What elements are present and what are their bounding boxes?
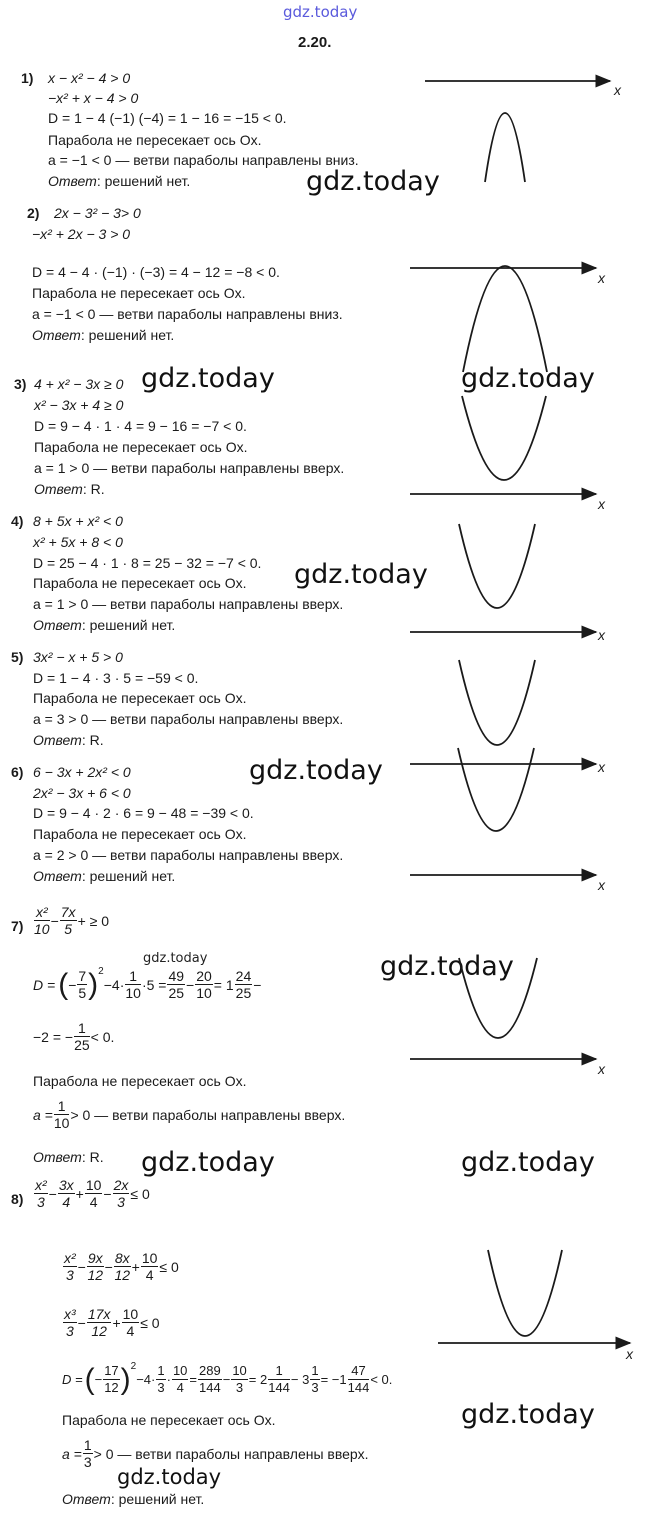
equation-line: −x² + 2x − 3 > 0 [32,226,131,242]
text-line: a = −1 < 0 — ветви параболы направлены вниз. [48,152,359,168]
parabola-up [462,396,546,480]
axis-label-x: x [598,496,605,512]
equation-line: 2x − 3² − 3> 0 [54,205,141,221]
answer-label: Ответ [33,1149,82,1165]
answer-text: : решений нет. [110,1491,205,1507]
denominator: 3 [117,1194,125,1210]
denominator: 3 [36,1194,45,1210]
denominator: 144 [268,1380,290,1395]
numerator: 10 [172,1363,188,1378]
exponent: 2 [130,1361,137,1372]
numerator: 2x [113,1177,129,1193]
denominator: 4 [176,1380,184,1395]
numerator: 24 [235,968,252,984]
operator: − [77,1314,86,1331]
discriminant-line: D = 25 − 4 · 1 · 8 = 25 − 32 = −7 < 0. [33,555,262,571]
text: > 0 — ветви параболы направлены вверх. [70,1106,346,1123]
denominator: 5 [64,921,73,937]
operator: − [186,976,195,993]
denominator: 12 [114,1267,131,1283]
label: D = [62,1372,83,1387]
text-line: a = 1 > 0 — ветви параболы направлены вверх. [34,460,345,476]
watermark: gdz.today [461,1147,595,1178]
equation-line: −x² + x − 4 > 0 [48,90,139,106]
numerator: 10 [85,1177,102,1193]
numerator: 20 [196,968,212,984]
text-line: a = 3 > 0 — ветви параболы направлены вверх. [33,711,344,727]
denominator: 4 [126,1323,135,1339]
denominator: 4 [89,1194,98,1210]
operator: · [166,1372,171,1387]
denominator: 4 [145,1267,154,1283]
operator: −2 = − [33,1028,74,1045]
answer-label: Ответ [32,327,81,343]
operator: = [189,1372,198,1387]
parabola-up [459,958,537,1038]
answer-text: : решений нет. [81,868,176,884]
denominator: 3 [65,1267,74,1283]
exponent: 2 [98,966,104,977]
numerator: 17 [104,1363,119,1378]
answer-label: Ответ [62,1491,111,1507]
numerator: 49 [168,968,185,984]
denominator: 3 [235,1380,244,1395]
parabola-up [459,660,535,745]
numerator: 1 [54,1098,70,1115]
axis-label-x: x [598,759,605,775]
axis-label-x: x [614,82,621,98]
operator: ≤ 0 [130,1185,150,1202]
equation-line: 2x² − 3x + 6 < 0 [33,785,131,801]
denominator: 10 [34,921,50,937]
numerator: x² [35,904,48,920]
denominator: 144 [199,1380,221,1395]
operator: −4· [136,1372,156,1387]
numerator: 17x [87,1306,111,1322]
operator: − [48,1185,57,1202]
equation-line: x² + 5x + 8 < 0 [33,534,123,550]
problem-number: 5) [11,649,24,665]
text-line: Парабола не пересекает ось Ox. [48,132,262,148]
axis-label-x: x [598,877,605,893]
operator: − [77,1258,86,1275]
numerator: 47 [348,1363,370,1380]
text-line: Парабола не пересекает ось Ox. [34,439,248,455]
answer-label: Ответ [33,732,82,748]
operator: ≤ 0 [140,1314,160,1331]
parabola-down [485,113,525,182]
equation-line: 6 − 3x + 2x² < 0 [33,764,131,780]
text-line: Парабола не пересекает ось Ox. [62,1412,276,1428]
operator: = −1 [320,1372,347,1387]
answer-text: : решений нет. [96,173,191,189]
answer-label: Ответ [33,868,82,884]
watermark: gdz.today [141,363,275,394]
equation-line: 4 + x² − 3x ≥ 0 [34,376,124,392]
watermark: gdz.today [461,1399,595,1430]
operator: + [75,1185,84,1202]
answer-text: : R. [82,481,105,497]
answer-label: Ответ [33,617,82,633]
discriminant-expression: D = ( − $\frac{17}{12}$ ) 2 −4· $\frac{1}{3}$ · $\frac{10}{4}$ = $\frac{289}{144}$ − $\frac{10}{3}$ = 2 $\frac{1}{144}$ − 3 $\frac{1}{3}$ = −1 $\frac{47}{144}$ < 0. [62,1361,393,1396]
numerator: x³ [64,1306,76,1322]
denominator: 25 [74,1037,90,1053]
watermark: gdz.today [249,755,383,786]
problem-number: 2) [27,205,40,221]
discriminant-line: D = 9 − 4 · 2 · 6 = 9 − 48 = −39 < 0. [33,805,254,821]
watermark: gdz.today [306,166,440,197]
watermark-top: gdz.today [283,3,358,21]
label: a = [62,1445,82,1462]
label: D = [33,976,56,993]
denominator: 3 [157,1380,165,1395]
watermark-small: gdz.today [143,951,208,966]
label: a = [33,1106,53,1123]
numerator: 1 [83,1437,92,1453]
operator: − 3 [290,1372,310,1387]
discriminant-line: D = 4 − 4 · (−1) · (−3) = 4 − 12 = −8 < 0. [32,264,280,280]
watermark: gdz.today [380,951,514,982]
operator: = 1 [213,976,234,993]
text-line: Парабола не пересекает ось Ox. [33,1073,247,1089]
numerator: 9x [87,1250,103,1266]
answer-text: : решений нет. [81,617,176,633]
denominator: 25 [168,985,185,1001]
denominator: 12 [91,1323,107,1339]
watermark: gdz.today [294,559,428,590]
answer-text: : решений нет. [80,327,175,343]
discriminant-line: D = 1 − 4 (−1) (−4) = 1 − 16 = −15 < 0. [48,110,287,126]
denominator: 144 [347,1380,370,1395]
denominator: 10 [53,1115,70,1131]
denominator: 3 [65,1323,74,1339]
numerator: 10 [232,1363,247,1378]
operator: < 0. [370,1372,393,1387]
denominator: 3 [83,1454,92,1470]
axis-label-x: x [598,627,605,643]
watermark: gdz.today [461,363,595,394]
text-line: a = 1 > 0 — ветви параболы направлены вверх. [33,596,344,612]
numerator: 10 [122,1306,139,1322]
equation-line: 8 + 5x + x² < 0 [33,513,123,529]
operator: − [50,912,59,929]
denominator: 25 [235,985,252,1001]
problem-number: 8) [11,1191,24,1207]
text-line: Парабола не пересекает ось Ox. [32,285,246,301]
problem-number: 4) [11,513,24,529]
numerator: 1 [311,1363,319,1378]
text-line: a = −1 < 0 — ветви параболы направлены вниз. [32,306,343,322]
parabola-down [463,266,547,372]
denominator: 12 [104,1380,119,1395]
text-line: Парабола не пересекает ось Ox. [33,575,247,591]
operator: −4· [103,976,125,993]
parabola-up [459,524,535,608]
text-line: Парабола не пересекает ось Ox. [33,690,247,706]
discriminant-line: D = 1 − 4 · 3 · 5 = −59 < 0. [33,670,199,686]
operator: ·5 = [141,976,167,993]
equation-line: x² − 3x + 4 ≥ 0 [34,397,124,413]
numerator: 1 [125,968,141,985]
operator: + [131,1258,140,1275]
answer-label: Ответ [48,173,97,189]
denominator: 5 [78,985,87,1001]
operator: + [112,1314,121,1331]
problem-number: 1) [21,70,34,86]
discriminant-line: D = 9 − 4 · 1 · 4 = 9 − 16 = −7 < 0. [34,418,247,434]
operator: < 0. [90,1028,115,1045]
numerator: 10 [141,1250,158,1266]
numerator: 1 [74,1020,90,1037]
watermark: gdz.today [141,1147,275,1178]
operator: + ≥ 0 [77,912,109,929]
equation-line: 3x² − x + 5 > 0 [33,649,123,665]
axis-label-x: x [598,270,605,286]
numerator: 3x [58,1177,74,1193]
numerator: x² [35,1177,47,1193]
denominator: 10 [196,985,212,1001]
numerator: 7 [78,968,87,984]
problem-number: 6) [11,764,24,780]
parabola-up [488,1250,562,1336]
equation-line: x − x² − 4 > 0 [48,70,131,86]
answer-text: : R. [81,732,104,748]
numerator: 7x [60,904,76,920]
denominator: 3 [311,1380,319,1395]
denominator: 4 [62,1194,71,1210]
axis-label-x: x [626,1346,633,1362]
operator: ≤ 0 [159,1258,179,1275]
text-line: a = 2 > 0 — ветви параболы направлены вверх. [33,847,344,863]
denominator: 10 [125,985,141,1001]
numerator: 8x [114,1250,130,1266]
watermark: gdz.today [117,1465,222,1489]
numerator: 1 [268,1363,290,1380]
answer-label: Ответ [34,481,83,497]
problem-number: 3) [14,376,27,392]
operator: = 2 [248,1372,268,1387]
operator: − [253,976,262,993]
numerator: 1 [157,1363,165,1378]
operator: − [103,1185,112,1202]
text: > 0 — ветви параболы направлены вверх. [93,1445,369,1462]
problem-number: 7) [11,918,24,934]
discriminant-expression: D = ( − $\frac{7}{5}$ ) 2 −4· $\frac{1}{10}$ ·5 = $\frac{49}{25}$ − $\frac{20}{10}$ = 1 $\frac{24}{25}$ − [33,966,262,1001]
numerator: x² [64,1250,76,1266]
axis-label-x: x [598,1061,605,1077]
page-title: 2.20. [298,34,332,51]
text-line: Парабола не пересекает ось Ox. [33,826,247,842]
parabola-up [458,748,534,831]
operator: − [104,1258,113,1275]
answer-text: : R. [81,1149,104,1165]
operator: − [222,1372,231,1387]
numerator: 289 [199,1363,221,1378]
denominator: 12 [87,1267,104,1283]
